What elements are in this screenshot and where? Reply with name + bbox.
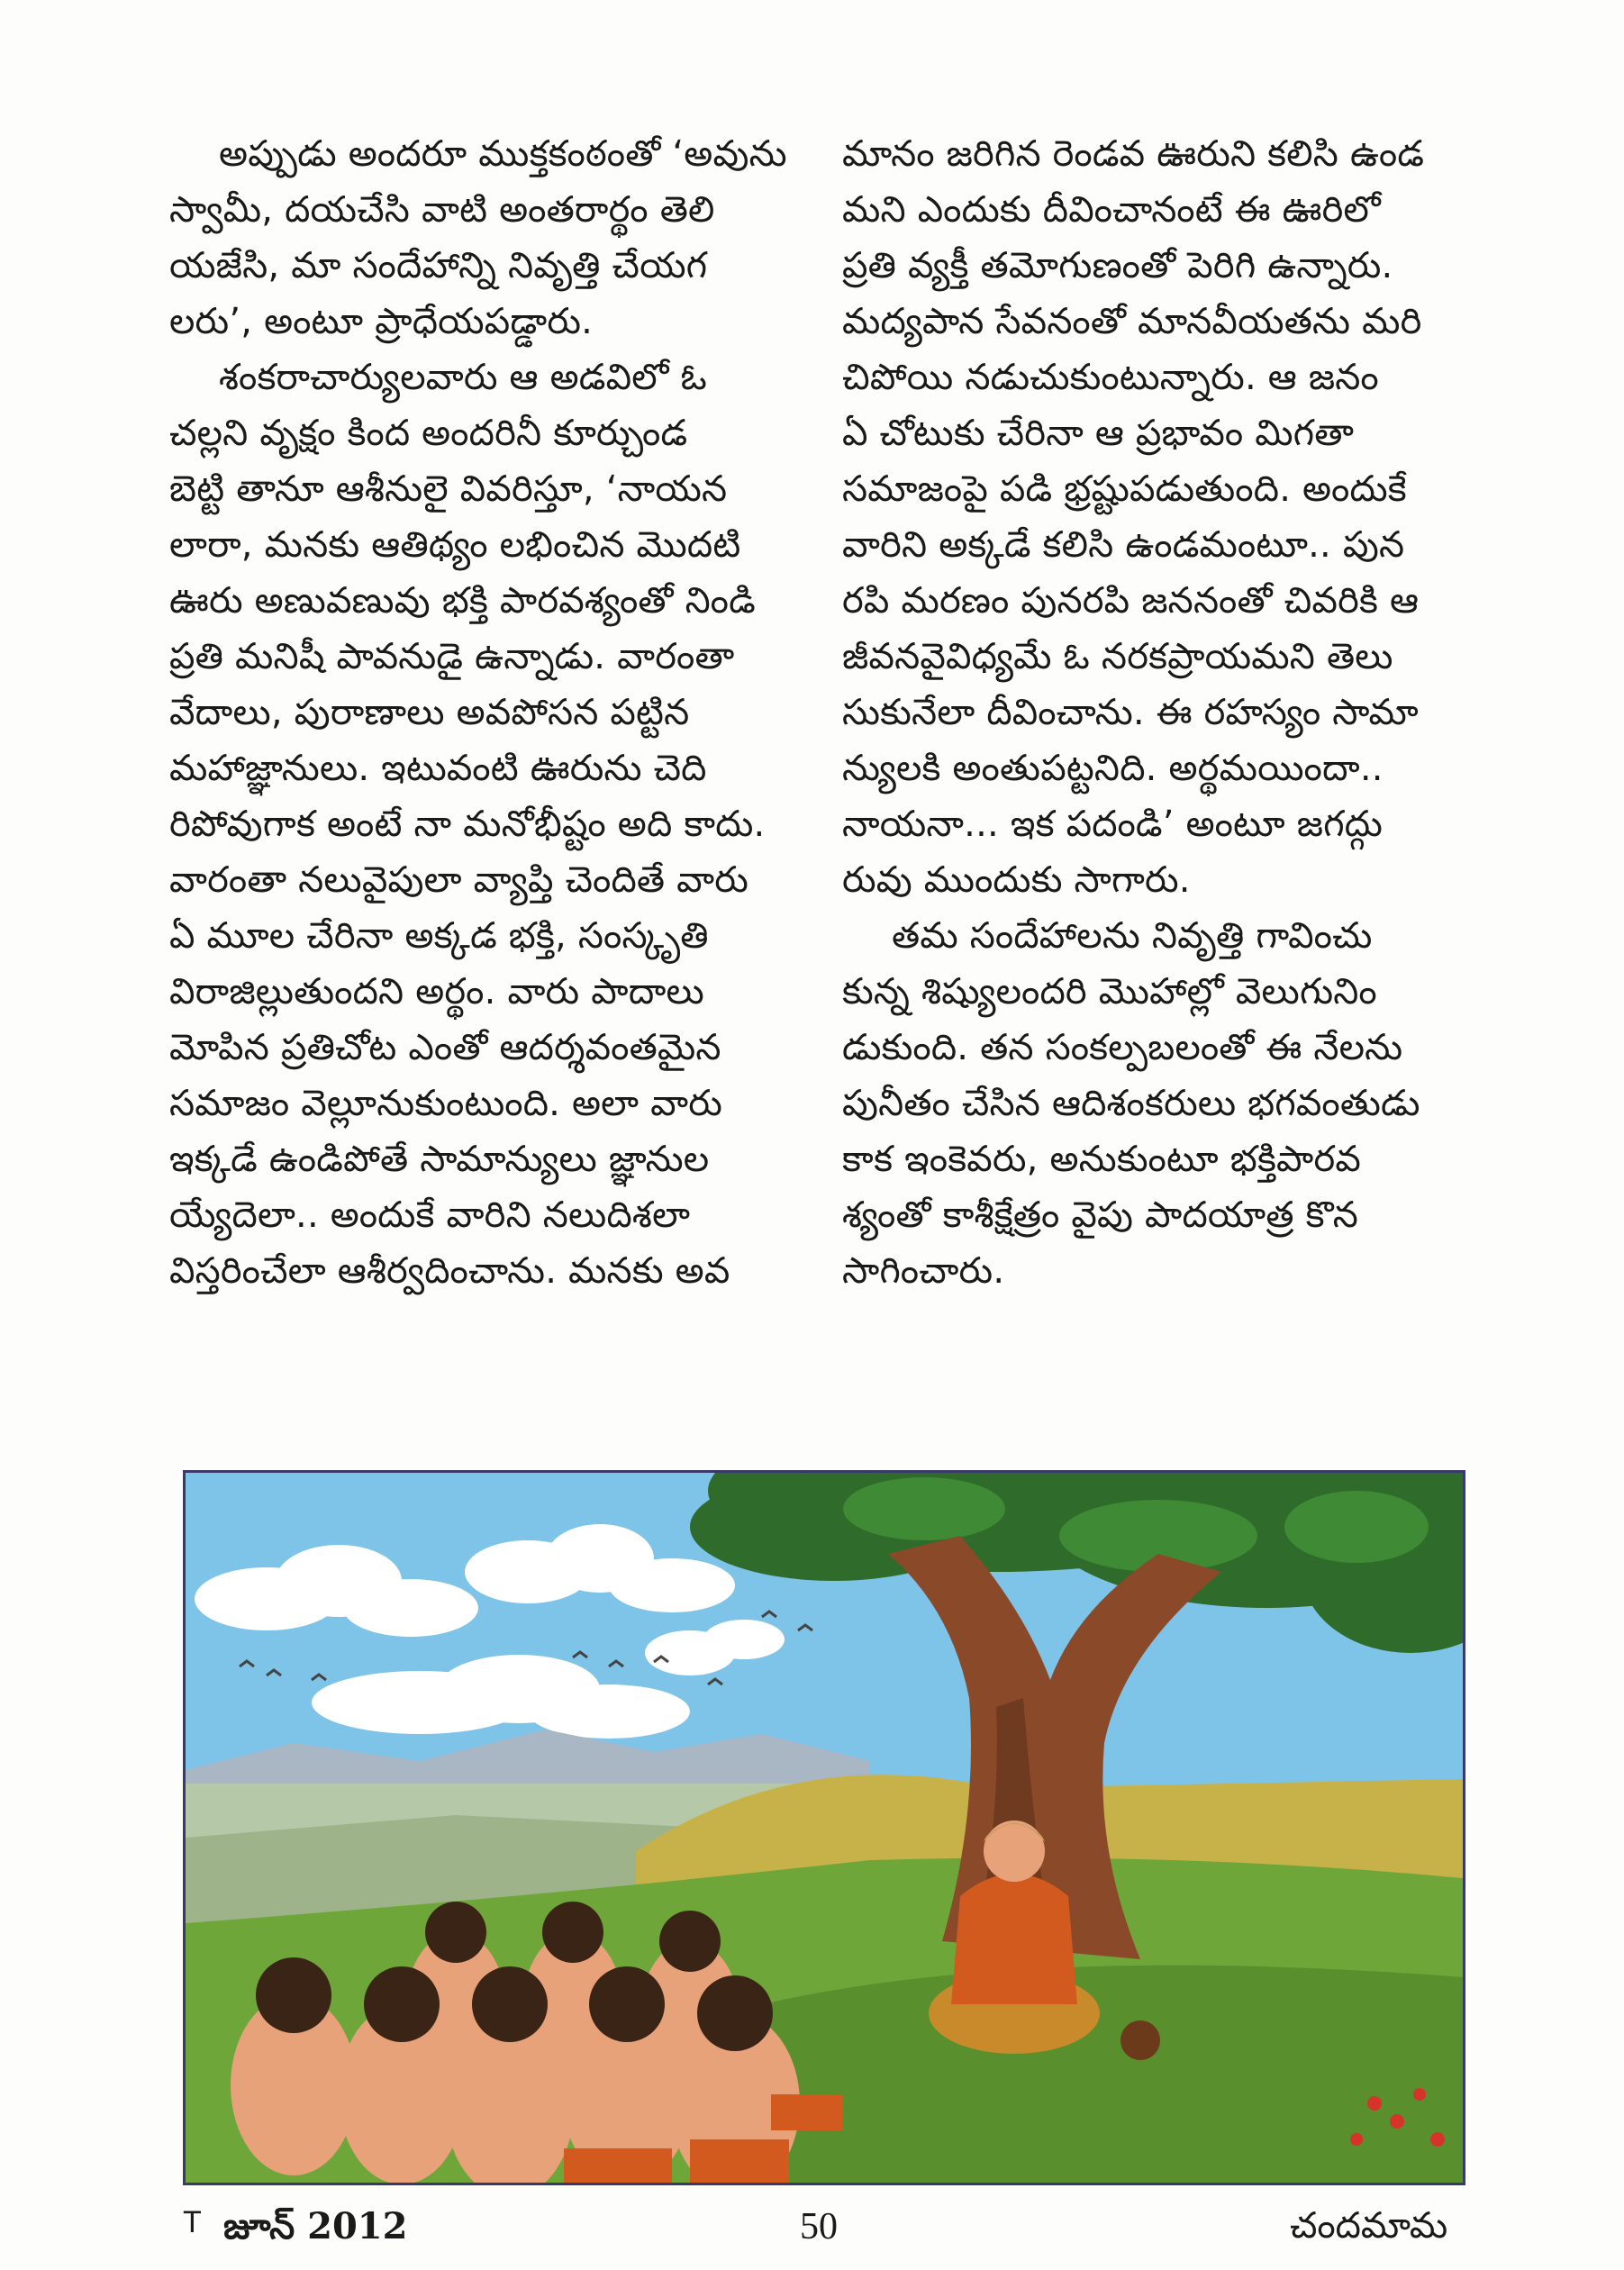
text-line: యజేసి, మా సందేహాన్ని నివృత్తి చేయగ [169,245,708,286]
text-line: ప్రతి వ్యక్తీ తమోగుణంతో పెరిగి ఉన్నారు. [842,245,1393,286]
text-line: నాయనా... ఇక పదండి’ అంటూ జగద్గు [842,804,1383,845]
text-line: అప్పుడు అందరూ ముక్తకంఠంతో ‘అవును [219,133,787,175]
text-line: ఇక్కడే ఉండిపోతే సామాన్యులు జ్ఞానుల [169,1139,710,1180]
text-line: సమాజం వెల్లూనుకుంటుంది. అలా వారు [169,1083,723,1124]
text-line: సుకునేలా దీవించాను. ఈ రహస్యం సామా [842,692,1419,733]
text-line: ఊరు అణువణువు భక్తి పారవశ్యంతో నిండి [169,580,756,622]
text-line: బెట్టి తానూ ఆశీనులై వివరిస్తూ, ‘నాయన [169,468,728,510]
text-line: పునీతం చేసిన ఆదిశంకరులు భగవంతుడు [842,1083,1420,1124]
text-line: రపి మరణం పునరపి జననంతో చివరికి ఆ [842,580,1420,622]
text-line: లరు’, అంటూ ప్రాధేయపడ్డారు. [169,301,594,342]
text-line: చల్లని వృక్షం కింద అందరినీ కూర్చుండ [169,413,688,454]
text-line: మోపిన ప్రతిచోట ఎంతో ఆదర్శవంతమైన [169,1027,721,1068]
text-line: సమాజంపై పడి భ్రష్టుపడుతుంది. అందుకే [842,468,1407,510]
text-line: రువు ముందుకు సాగారు. [842,859,1191,901]
text-line: స్వామీ, దయచేసి వాటి అంతరార్థం తెలి [169,189,715,231]
text-line: సాగించారు. [842,1250,1005,1292]
text-line: మహాజ్ఞానులు. ఇటువంటి ఊరును చెది [169,748,707,789]
text-line: వారిని అక్కడే కలిసి ఉండమంటూ.. పున [842,524,1405,566]
text-line: మద్యపాన సేవనంతో మానవీయతను మరి [842,301,1422,342]
text-line: ఏ మూల చేరినా అక్కడ భక్తి, సంస్కృతి [169,915,709,957]
text-line: ఏ చోటుకు చేరినా ఆ ప్రభావం మిగతా [842,413,1355,454]
article-left-column [169,126,800,1299]
page-number: 50 [800,2206,838,2247]
text-line: మని ఎందుకు దీవించానంటే ఈ ఊరిలో [842,189,1381,231]
text-line: చిపోయి నడుచుకుంటున్నారు. ఆ జనం [842,357,1379,398]
text-line: విస్తరించేలా ఆశీర్వదించాను. మనకు అవ [169,1250,730,1292]
text-line: కున్న శిష్యులందరి మొహాల్లో వెలుగునిం [842,971,1377,1012]
text-line: మానం జరిగిన రెండవ ఊరుని కలిసి ఉండ [842,133,1425,175]
magazine-name: చందమామ [1290,2205,1448,2247]
text-line: కాక ఇంకెవరు, అనుకుంటూ భక్తిపారవ [842,1139,1362,1180]
text-line: విరాజిల్లుతుందని అర్థం. వారు పాదాలు [169,971,704,1012]
story-illustration [183,1470,1465,2185]
illustration-scene [186,1473,1463,2183]
footer-mark: T [183,2205,202,2239]
issue-date: జూన్ 2012 [223,2205,408,2247]
text-line: వేదాలు, పురాణాలు అవపోసన పట్టిన [169,692,690,733]
text-line: ప్రతి మనిషీ పావనుడై ఉన్నాడు. వారంతా [169,636,735,677]
text-line: య్యేదెలా.. అందుకే వారిని నలుదిశలా [169,1194,691,1236]
text-line: డుకుంది. తన సంకల్పబలంతో ఈ నేలను [842,1027,1403,1068]
text-line: న్యులకి అంతుపట్టనిది. అర్థమయిందా.. [842,748,1384,789]
text-line: శ్యంతో కాశీక్షేత్రం వైపు పాదయాత్ర కొన [842,1194,1358,1236]
text-line: శంకరాచార్యులవారు ఆ అడవిలో ఓ [219,357,707,398]
article-right-column [842,126,1473,1299]
water-pot [1120,2020,1160,2060]
page-footer [0,2205,1624,2259]
text-line: తమ సందేహాలను నివృత్తి గావించు [892,915,1373,957]
text-line: రిపోవుగాక అంటే నా మనోభీష్టం అది కాదు. [169,804,766,845]
text-line: లారా, మనకు ఆతిథ్యం లభించిన మొదటి [169,524,741,566]
text-line: జీవనవైవిధ్యమే ఓ నరకప్రాయమని తెలు [842,636,1393,677]
text-line: వారంతా నలువైపులా వ్యాప్తి చెందితే వారు [169,859,749,901]
